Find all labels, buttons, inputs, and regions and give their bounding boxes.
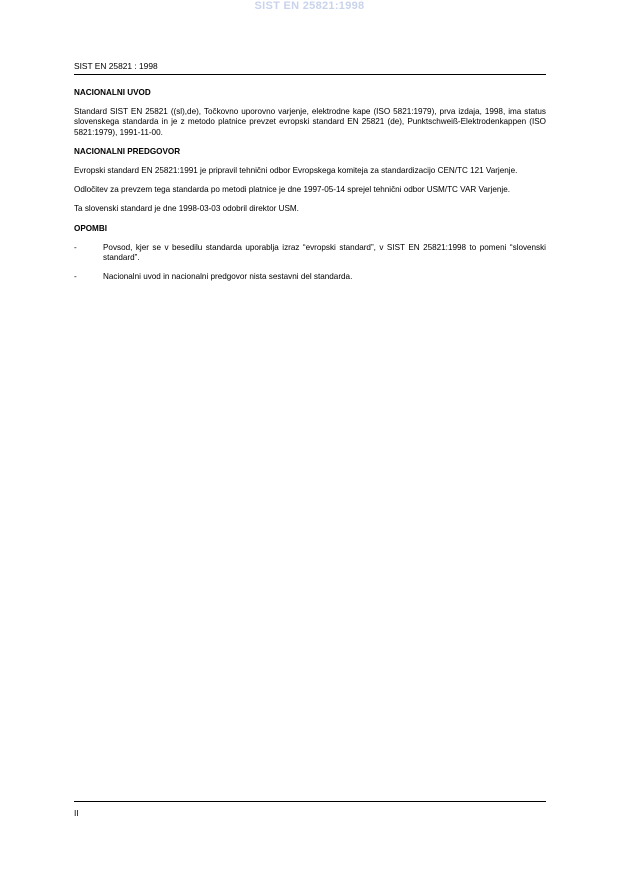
page-number: II: [74, 808, 79, 818]
predgovor-paragraph-2: Odločitev za prevzem tega standarda po metodi platnice je dne 1997-05-14 sprejel tehnični odbor USM/TC VAR Varjenje.: [74, 185, 510, 195]
nacionalni-uvod-text: Standard SIST EN 25821 ((sl),de), Točkovno uporovno varjenje, elektrodne kape (ISO 5821:1979), prva izdaja, 1998, ima status slovenskega standarda in je z metodo platnice prevzet evropski standard EN 25821 (de), Punktschweiß-Elektrodenkappen (ISO 5821:1979), 1991-11-00.: [74, 107, 546, 137]
section-title-nacionalni-predgovor: NACIONALNI PREDGOVOR: [74, 146, 181, 156]
note-dash: -: [74, 242, 77, 252]
header-divider: [74, 74, 546, 75]
watermark: SIST EN 25821:1998: [254, 0, 365, 12]
note-dash: -: [74, 272, 77, 282]
note-item-2: [74, 272, 546, 282]
section-title-nacionalni-uvod: NACIONALNI UVOD: [74, 88, 151, 97]
note-text: Nacionalni uvod in nacionalni predgovor nista sestavni del standarda.: [103, 272, 353, 282]
predgovor-paragraph-3: Ta slovenski standard je dne 1998-03-03 odobril direktor USM.: [74, 204, 299, 214]
note-text: Povsod, kjer se v besedilu standarda uporablja izraz “evropski standard”, v SIST EN 25821:1998 to pomeni “slovenski standard”.: [103, 242, 546, 263]
footer-divider: [74, 801, 546, 802]
predgovor-paragraph-1: Evropski standard EN 25821:1991 je pripravil tehnični odbor Evropskega komiteja za standardizacijo CEN/TC 121 Varjenje.: [74, 166, 518, 176]
document-body: [74, 88, 546, 291]
section-title-opombi: OPOMBI: [74, 223, 107, 233]
document-id-header: SIST EN 25821 : 1998: [74, 61, 158, 71]
note-item-1: [74, 243, 546, 263]
